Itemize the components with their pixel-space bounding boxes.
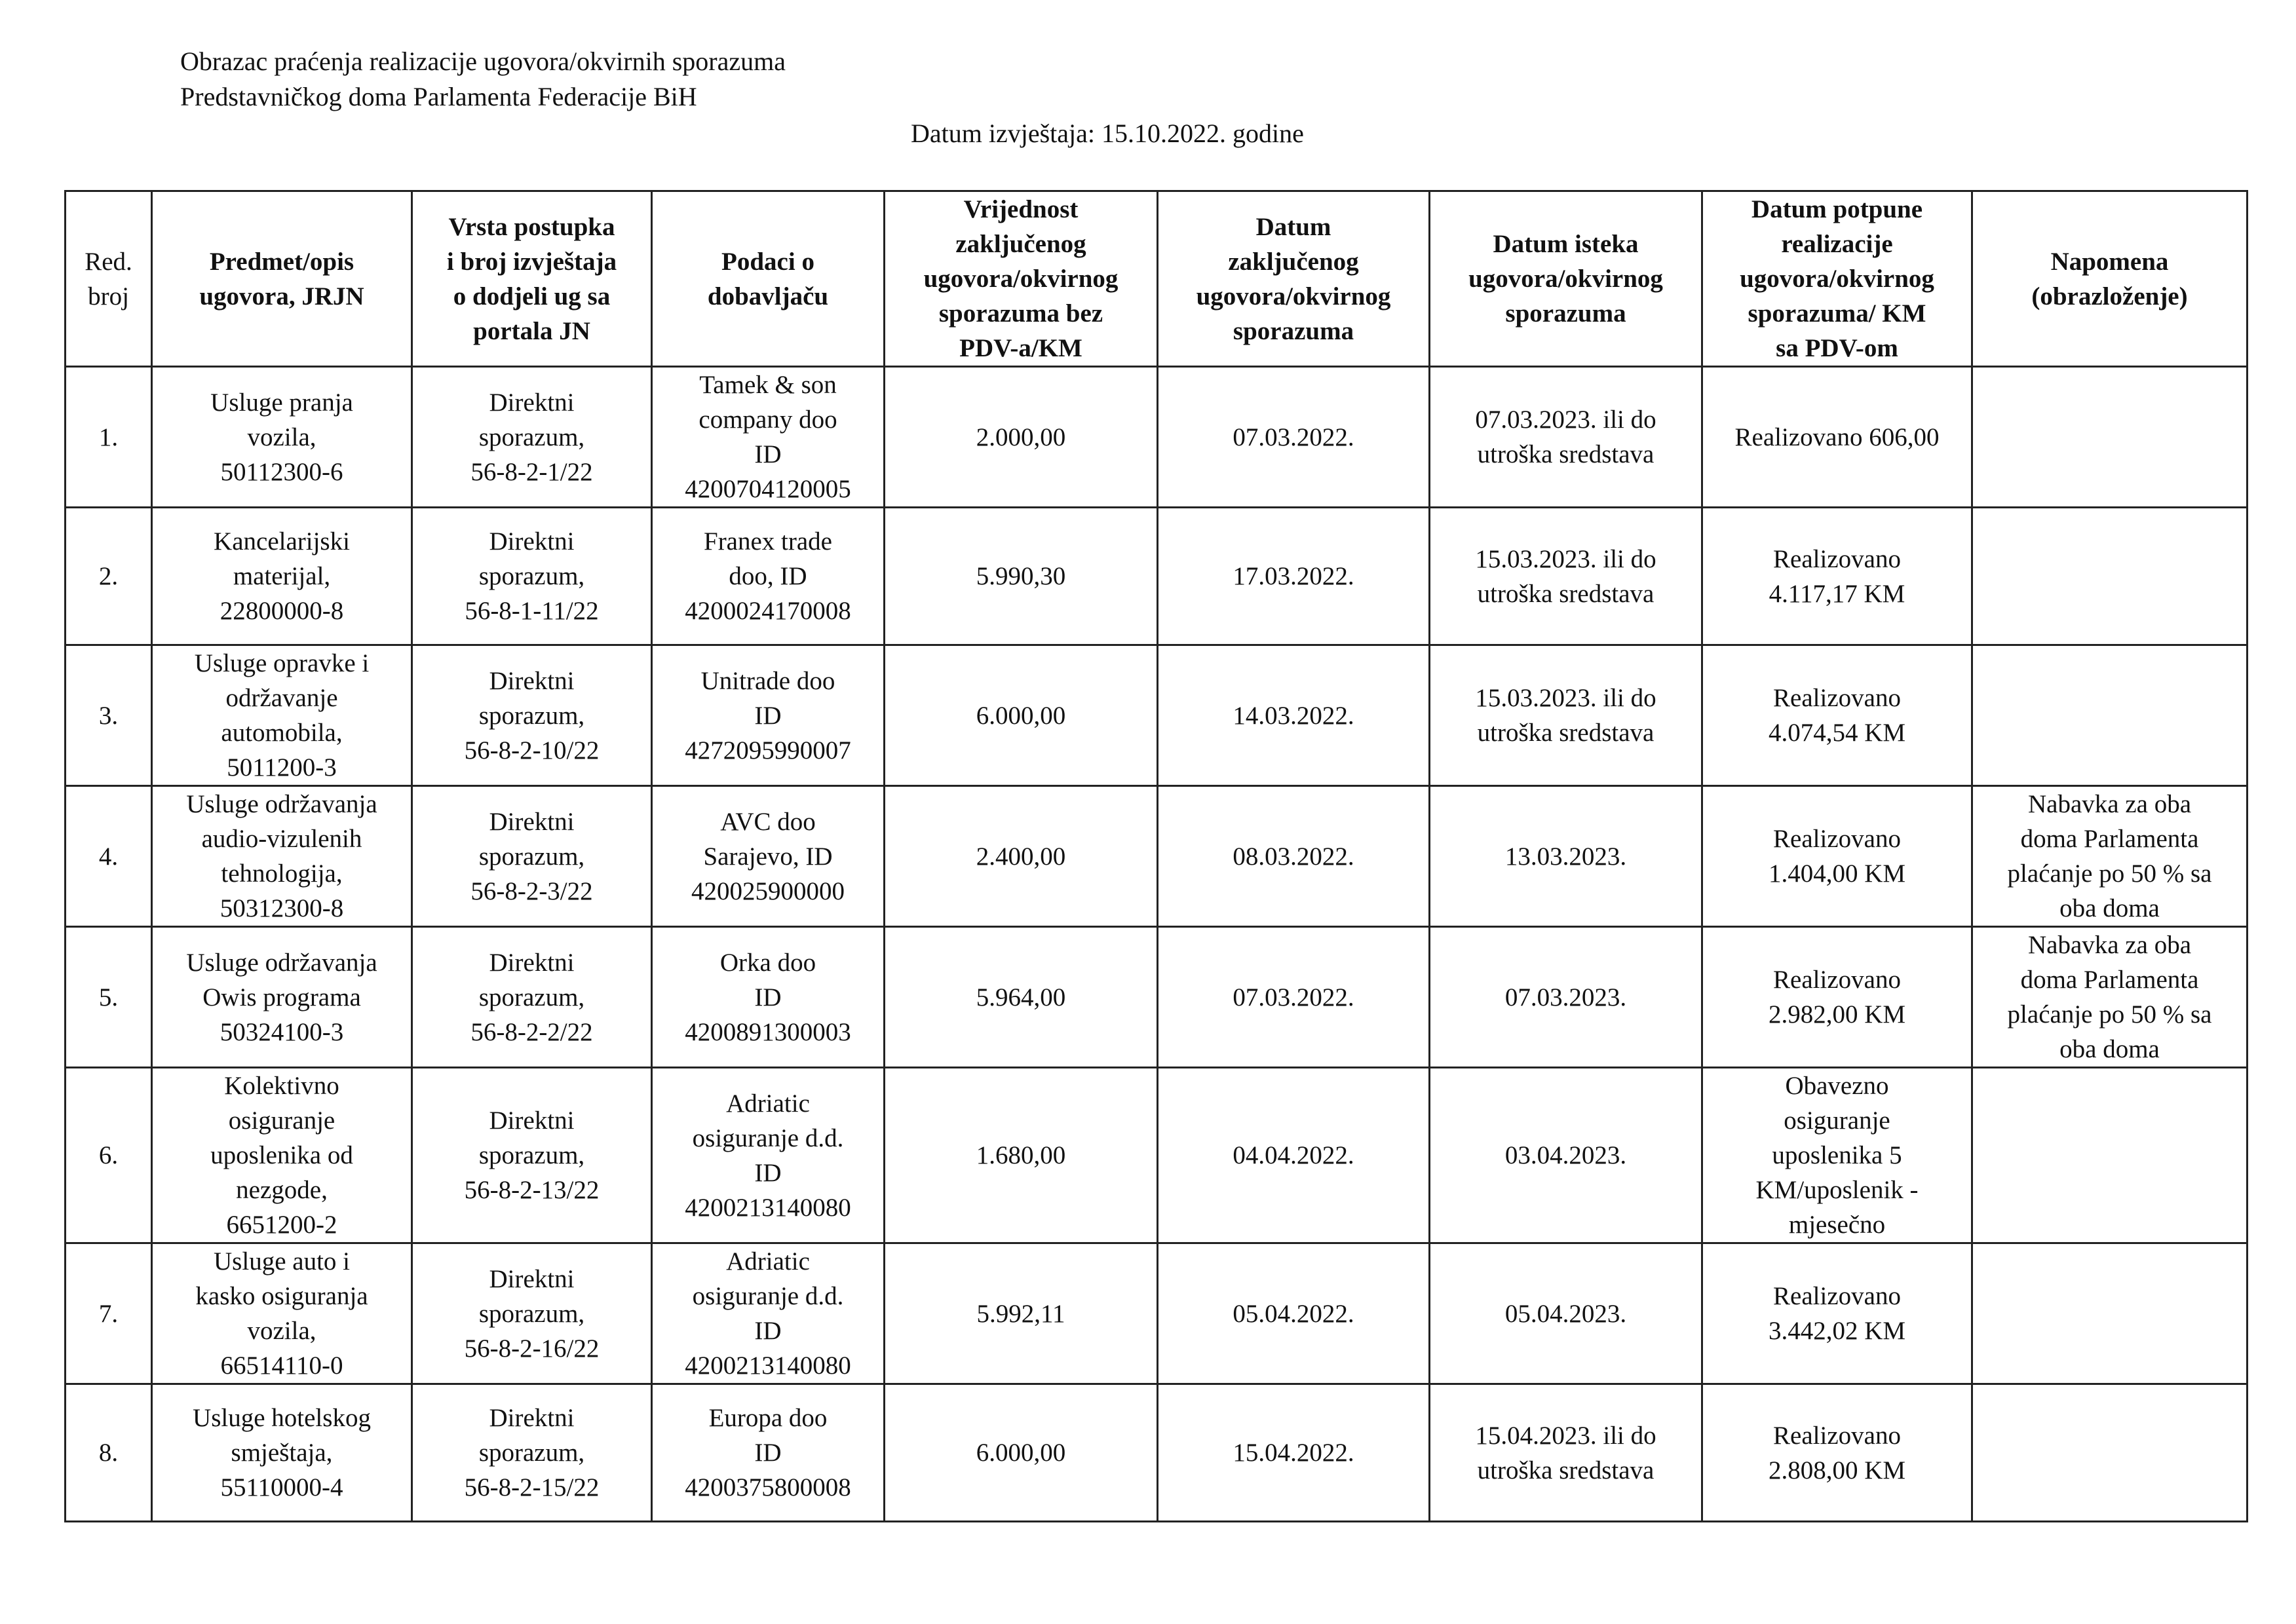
cell-procedure: Direktni sporazum, 56-8-2-10/22 [412,645,652,786]
cell-subject: Usluge održavanja Owis programa 50324100-3 [152,927,412,1068]
cell-date-expiry: 03.04.2023. [1430,1068,1702,1243]
cell-note [1972,367,2248,508]
column-header-value: Vrijednost zaključenog ugovora/okvirnog sporazuma bez PDV-a/KM [885,191,1158,367]
cell-no: 8. [66,1384,152,1522]
cell-realization: Realizovano 4.074,54 KM [1702,645,1972,786]
cell-value: 5.990,30 [885,508,1158,645]
cell-subject: Usluge hotelskog smještaja, 55110000-4 [152,1384,412,1522]
table-row [66,1243,2248,1384]
cell-realization: Realizovano 1.404,00 KM [1702,786,1972,927]
cell-value: 1.680,00 [885,1068,1158,1243]
cell-supplier: Franex trade doo, ID 4200024170008 [652,508,885,645]
cell-procedure: Direktni sporazum, 56-8-1-11/22 [412,508,652,645]
cell-no: 6. [66,1068,152,1243]
cell-supplier: Orka doo ID 4200891300003 [652,927,885,1068]
column-header-procedure: Vrsta postupka i broj izvještaja o dodjeli ug sa portala JN [412,191,652,367]
report-date: Datum izvještaja: 15.10.2022. godine [911,119,1304,148]
contracts-table-container [64,190,2246,1522]
cell-note: Nabavka za oba doma Parlamenta plaćanje po 50 % sa oba doma [1972,927,2248,1068]
cell-no: 4. [66,786,152,927]
cell-realization: Realizovano 2.808,00 KM [1702,1384,1972,1522]
table-row [66,927,2248,1068]
cell-procedure: Direktni sporazum, 56-8-2-1/22 [412,367,652,508]
document-title-line-2: Predstavničkog doma Parlamenta Federacije BiH [180,82,697,111]
cell-procedure: Direktni sporazum, 56-8-2-2/22 [412,927,652,1068]
cell-note [1972,645,2248,786]
cell-date-concluded: 07.03.2022. [1158,927,1430,1068]
cell-date-concluded: 14.03.2022. [1158,645,1430,786]
cell-realization: Obavezno osiguranje uposlenika 5 KM/uposlenik - mjesečno [1702,1068,1972,1243]
cell-date-expiry: 07.03.2023. [1430,927,1702,1068]
cell-value: 6.000,00 [885,1384,1158,1522]
cell-subject: Usluge održavanja audio-vizulenih tehnologija, 50312300-8 [152,786,412,927]
cell-supplier: Adriatic osiguranje d.d. ID 4200213140080 [652,1068,885,1243]
cell-note [1972,1068,2248,1243]
cell-date-expiry: 15.03.2023. ili do utroška sredstava [1430,645,1702,786]
column-header-note: Napomena (obrazloženje) [1972,191,2248,367]
cell-supplier: Europa doo ID 4200375800008 [652,1384,885,1522]
cell-date-concluded: 05.04.2022. [1158,1243,1430,1384]
cell-no: 3. [66,645,152,786]
cell-value: 5.964,00 [885,927,1158,1068]
cell-procedure: Direktni sporazum, 56-8-2-15/22 [412,1384,652,1522]
column-header-subject: Predmet/opis ugovora, JRJN [152,191,412,367]
cell-date-concluded: 07.03.2022. [1158,367,1430,508]
cell-date-expiry: 15.04.2023. ili do utroška sredstava [1430,1384,1702,1522]
cell-supplier: Adriatic osiguranje d.d. ID 4200213140080 [652,1243,885,1384]
table-row [66,508,2248,645]
table-row [66,645,2248,786]
column-header-date-expiry: Datum isteka ugovora/okvirnog sporazuma [1430,191,1702,367]
cell-realization: Realizovano 606,00 [1702,367,1972,508]
cell-value: 2.000,00 [885,367,1158,508]
cell-realization: Realizovano 3.442,02 KM [1702,1243,1972,1384]
cell-value: 5.992,11 [885,1243,1158,1384]
cell-subject: Usluge auto i kasko osiguranja vozila, 66514110-0 [152,1243,412,1384]
table-row [66,1068,2248,1243]
cell-procedure: Direktni sporazum, 56-8-2-13/22 [412,1068,652,1243]
cell-note [1972,1384,2248,1522]
cell-no: 2. [66,508,152,645]
cell-no: 5. [66,927,152,1068]
cell-procedure: Direktni sporazum, 56-8-2-3/22 [412,786,652,927]
cell-date-expiry: 05.04.2023. [1430,1243,1702,1384]
cell-note [1972,508,2248,645]
cell-date-concluded: 17.03.2022. [1158,508,1430,645]
cell-subject: Kolektivno osiguranje uposlenika od nezgode, 6651200-2 [152,1068,412,1243]
cell-supplier: Unitrade doo ID 4272095990007 [652,645,885,786]
column-header-supplier: Podaci o dobavljaču [652,191,885,367]
cell-date-concluded: 15.04.2022. [1158,1384,1430,1522]
cell-date-concluded: 04.04.2022. [1158,1068,1430,1243]
cell-note: Nabavka za oba doma Parlamenta plaćanje po 50 % sa oba doma [1972,786,2248,927]
cell-procedure: Direktni sporazum, 56-8-2-16/22 [412,1243,652,1384]
cell-subject: Kancelarijski materijal, 22800000-8 [152,508,412,645]
cell-subject: Usluge pranja vozila, 50112300-6 [152,367,412,508]
table-row [66,1384,2248,1522]
cell-supplier: Tamek & son company doo ID 4200704120005 [652,367,885,508]
cell-no: 7. [66,1243,152,1384]
cell-date-expiry: 07.03.2023. ili do utroška sredstava [1430,367,1702,508]
table-header-row [66,191,2248,367]
cell-supplier: AVC doo Sarajevo, ID 420025900000 [652,786,885,927]
cell-no: 1. [66,367,152,508]
cell-value: 6.000,00 [885,645,1158,786]
cell-date-concluded: 08.03.2022. [1158,786,1430,927]
cell-subject: Usluge opravke i održavanje automobila, 5011200-3 [152,645,412,786]
cell-realization: Realizovano 2.982,00 KM [1702,927,1972,1068]
column-header-realization: Datum potpune realizacije ugovora/okvirnog sporazuma/ KM sa PDV-om [1702,191,1972,367]
column-header-no: Red. broj [66,191,152,367]
cell-value: 2.400,00 [885,786,1158,927]
cell-date-expiry: 13.03.2023. [1430,786,1702,927]
contracts-table [64,190,2248,1522]
table-row [66,367,2248,508]
cell-date-expiry: 15.03.2023. ili do utroška sredstava [1430,508,1702,645]
table-row [66,786,2248,927]
cell-note [1972,1243,2248,1384]
document-title-line-1: Obrazac praćenja realizacije ugovora/okvirnih sporazuma [180,47,786,76]
column-header-date-concluded: Datum zaključenog ugovora/okvirnog sporazuma [1158,191,1430,367]
cell-realization: Realizovano 4.117,17 KM [1702,508,1972,645]
